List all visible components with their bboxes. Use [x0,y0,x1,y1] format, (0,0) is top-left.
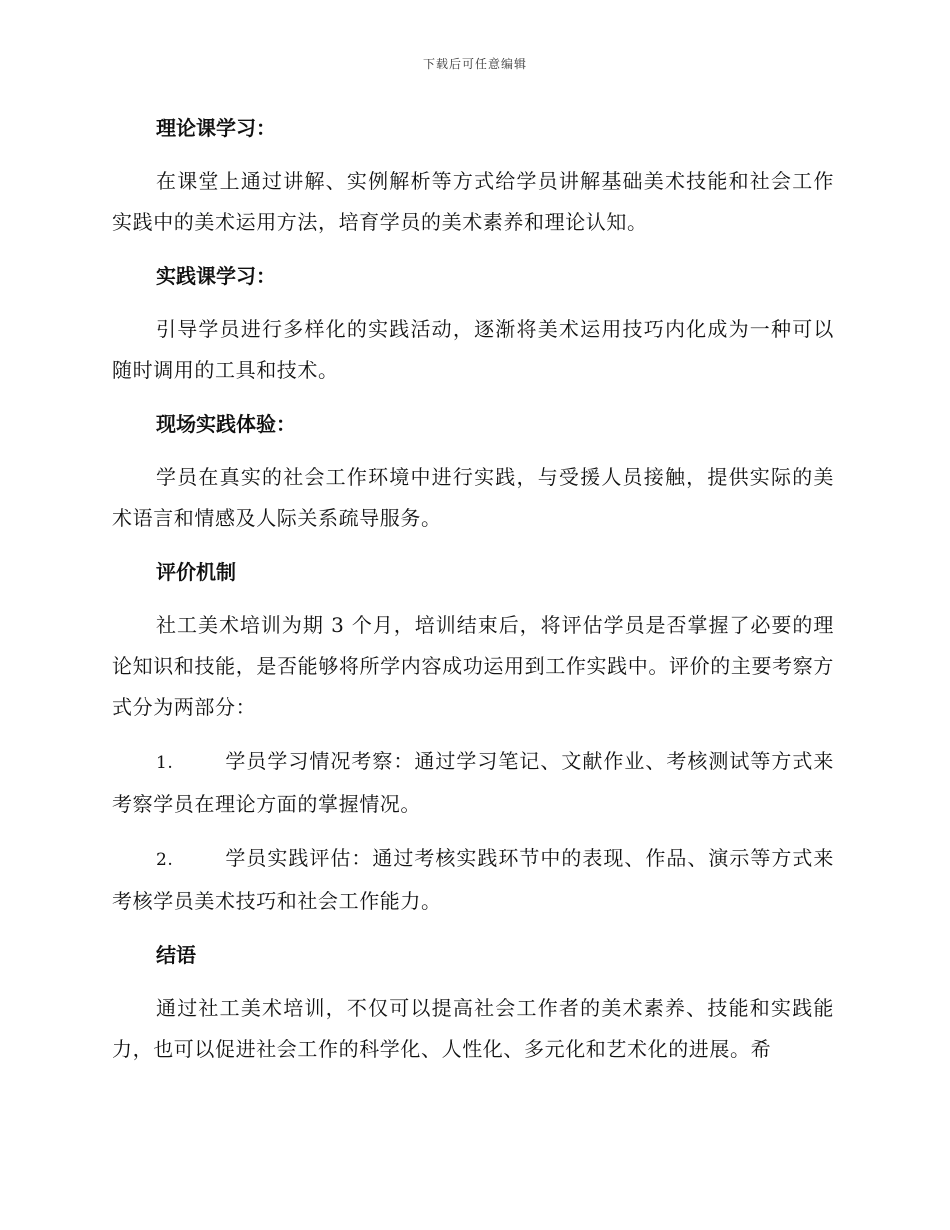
list-item-text: 学员实践评估：通过考核实践环节中的表现、作品、演示等方式来考核学员美术技巧和社会工作能力。 [112,846,834,913]
heading-theory: 理论课学习： [156,116,276,140]
list-item [112,741,834,825]
paragraph-theory: 在课堂上通过讲解、实例解析等方式给学员讲解基础美术技能和社会工作实践中的美术运用方法，培育学员的美术素养和理论认知。 [112,169,834,234]
list-item-number: 2. [156,850,174,870]
paragraph-evaluation: 社工美术培训为期 3 个月，培训结束后，将评估学员是否掌握了必要的理论知识和技能，是否能够将所学内容成功运用到工作实践中。评价的主要考察方式分为两部分： [112,613,834,719]
heading-field: 现场实践体验： [156,412,296,436]
paragraph-field: 学员在真实的社会工作环境中进行实践，与受援人员接触，提供实际的美术语言和情感及人际关系疏导服务。 [112,465,834,530]
header-note: 下载后可任意编辑 [422,57,527,71]
paragraph-conclusion: 通过社工美术培训，不仅可以提高社会工作者的美术素养、技能和实践能力，也可以促进社会工作的科学化、人性化、多元化和艺术化的进展。希 [112,996,834,1061]
document-body [112,108,834,1070]
list-item-text: 学员学习情况考察：通过学习笔记、文献作业、考核测试等方式来考察学员在理论方面的掌握情况。 [112,749,834,816]
list-item-number: 1. [156,753,174,773]
list-item [112,838,834,922]
heading-practice: 实践课学习： [156,264,276,288]
heading-evaluation: 评价机制 [156,560,236,584]
heading-conclusion: 结语 [156,943,196,967]
paragraph-practice: 引导学员进行多样化的实践活动，逐渐将美术运用技巧内化成为一种可以随时调用的工具和技术。 [112,317,834,382]
